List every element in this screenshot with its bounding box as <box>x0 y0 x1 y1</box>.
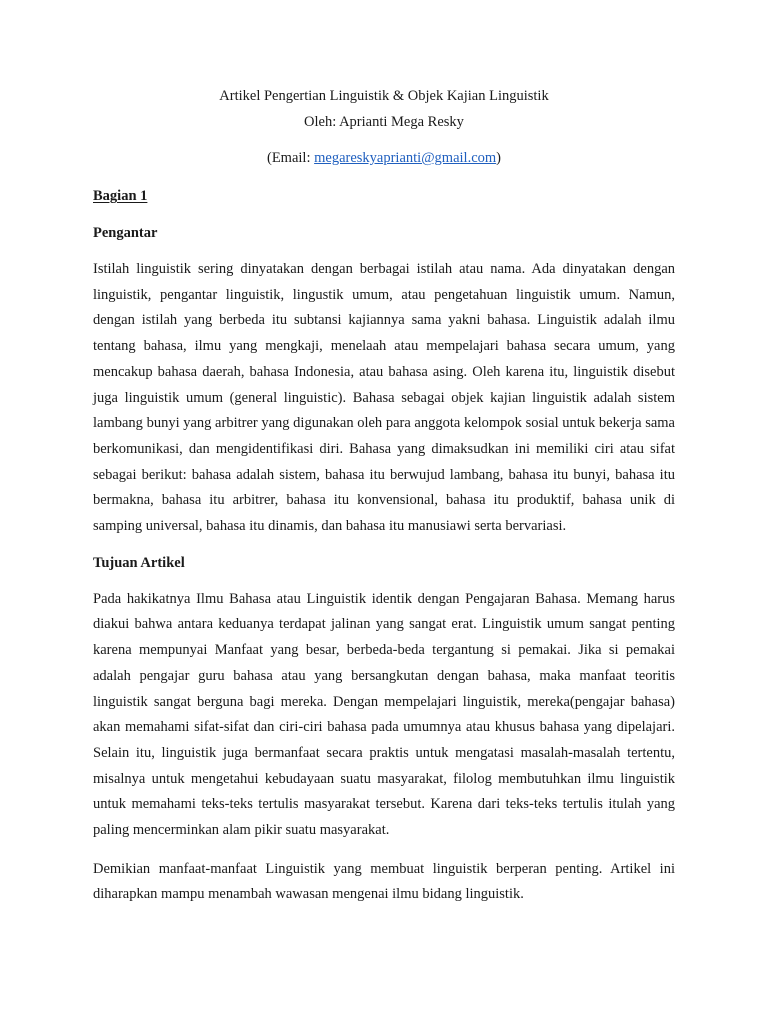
author-line: Oleh: Aprianti Mega Resky <box>304 114 464 130</box>
paragraph-tujuan-1: Pada hakikatnya Ilmu Bahasa atau Linguistik identik dengan Pengajaran Bahasa. Memang harus diakui bahwa antara keduanya terdapat jalinan yang sangat erat. Linguistik umum sangat penting karena mempunyai Manfaat yang besar, berbeda-beda tergantung si pemakai. Jika si pemakai adalah pengajar guru bahasa atau yang bersangkutan dengan bahasa, maka manfaat teoritis linguistik sangat berguna bagi mereka. Dengan mempelajari linguistik, mereka(pengajar bahasa) akan memahami sifat-sifat dan ciri-ciri bahasa pada umumnya atau khusus bahasa yang dipelajari. Selain itu, linguistik juga bermanfaat secara praktis untuk mengatasi masalah-masalah tertentu, misalnya untuk mengetahui kebudayaan suatu masyarakat, filolog membutuhkan ilmu linguistik untuk memahami teks-teks tertulis masyarakat tersebut. Karena dari teks-teks tertulis itulah yang paling mencerminkan alam pikir suatu masyarakat. <box>93 590 675 839</box>
part-label: Bagian 1 <box>93 188 148 204</box>
paragraph-tujuan-2: Demikian manfaat-manfaat Linguistik yang membuat linguistik berperan penting. Artikel ini diharapkan mampu menambah wawasan mengenai ilmu bidang linguistik. <box>93 860 675 903</box>
paragraph-pengantar: Istilah linguistik sering dinyatakan dengan berbagai istilah atau nama. Ada dinyatakan dengan linguistik, pengantar linguistik, lingustik umum, atau pengetahuan linguistik umum. Namun, dengan istilah yang berbeda itu subtansi kajiannya sama yakni bahasa. Linguistik adalah ilmu tentang bahasa, ilmu yang mengkaji, menelaah atau mempelajari bahasa secara umum, yang mencakup bahasa daerah, bahasa Indonesia, atau bahasa asing. Oleh karena itu, linguistik disebut juga linguistik umum (general linguistic). Bahasa sebagai objek kajian linguistik adalah sistem lambang bunyi yang arbitrer yang digunakan oleh para anggota kelompok sosial untuk bekerja sama berkomunikasi, dan mengidentifikasi diri. Bahasa yang dimaksudkan ini memiliki ciri atau sifat sebagai berikut: bahasa adalah sistem, bahasa itu berwujud lambang, bahasa itu bunyi, bahasa itu bermakna, bahasa itu arbitrer, bahasa itu konvensional, bahasa itu produktif, bahasa unik di samping universal, bahasa itu dinamis, dan bahasa itu manusiawi serta bervariasi. <box>93 261 675 535</box>
email-line <box>93 148 675 168</box>
document-title: Artikel Pengertian Linguistik & Objek Kajian Linguistik <box>219 88 549 104</box>
part-label-wrap <box>93 186 675 206</box>
document-page <box>93 86 675 921</box>
section-heading-pengantar: Pengantar <box>93 225 158 241</box>
email-link[interactable]: megareskyaprianti@gmail.com <box>314 150 497 166</box>
section-heading-tujuan: Tujuan Artikel <box>93 554 185 571</box>
email-suffix: ) <box>496 150 502 166</box>
email-prefix: (Email: <box>266 150 315 166</box>
